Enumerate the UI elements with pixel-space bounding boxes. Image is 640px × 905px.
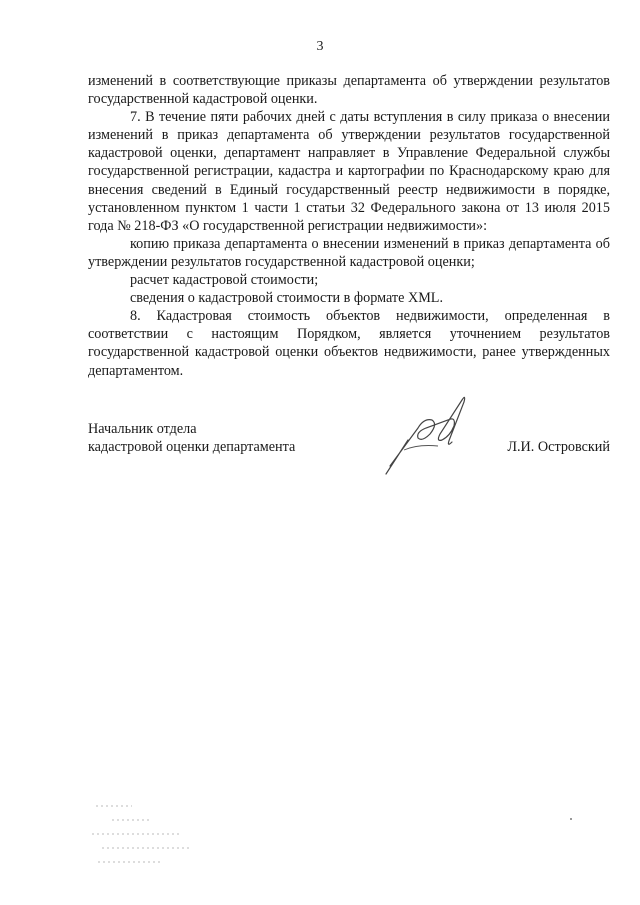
faint-stamp-marks xyxy=(92,798,202,868)
position-line-1: Начальник отдела xyxy=(88,421,197,437)
signatory-name: Л.И. Островский xyxy=(507,439,610,455)
position-line-2: кадастровой оценки департамента xyxy=(88,439,296,456)
list-item-xml: сведения о кадастровой стоимости в формате XML. xyxy=(130,290,444,307)
document-body xyxy=(88,72,610,380)
list-item-calculation: расчет кадастровой стоимости; xyxy=(130,272,319,289)
paragraph-item-8: 8. Кадастровая стоимость объектов недвижимости, определенная в соответствии с настоящим Порядком, является уточнением результатов государственной кадастровой оценки объектов недвижимости, ранее утвержденных департаментом. xyxy=(88,308,610,379)
paragraph-continuation: изменений в соответствующие приказы департамента об утверждении результатов государственной кадастровой оценки. xyxy=(88,73,610,108)
handwritten-signature xyxy=(378,390,488,478)
page-number: 3 xyxy=(316,39,324,54)
scan-speck xyxy=(570,818,572,820)
list-item-order-copy: копию приказа департамента о внесении изменений в приказ департамента об утверждении результатов государственной кадастровой оценки; xyxy=(88,235,610,270)
paragraph-item-7: 7. В течение пяти рабочих дней с даты вступления в силу приказа о внесении изменений в приказ департамента об утверждении результатов государственной кадастровой оценки, департамент направляет в Управление Федеральной службы государственной регистрации, кадастра и картографии по Краснодарскому краю для внесения сведений в Единый государственный реестр недвижимости в порядке, установленном пунктом 1 части 1 статьи 32 Федерального закона от 13 июля 2015 года № 218-ФЗ «О государственной регистрации недвижимости»: xyxy=(88,109,610,234)
